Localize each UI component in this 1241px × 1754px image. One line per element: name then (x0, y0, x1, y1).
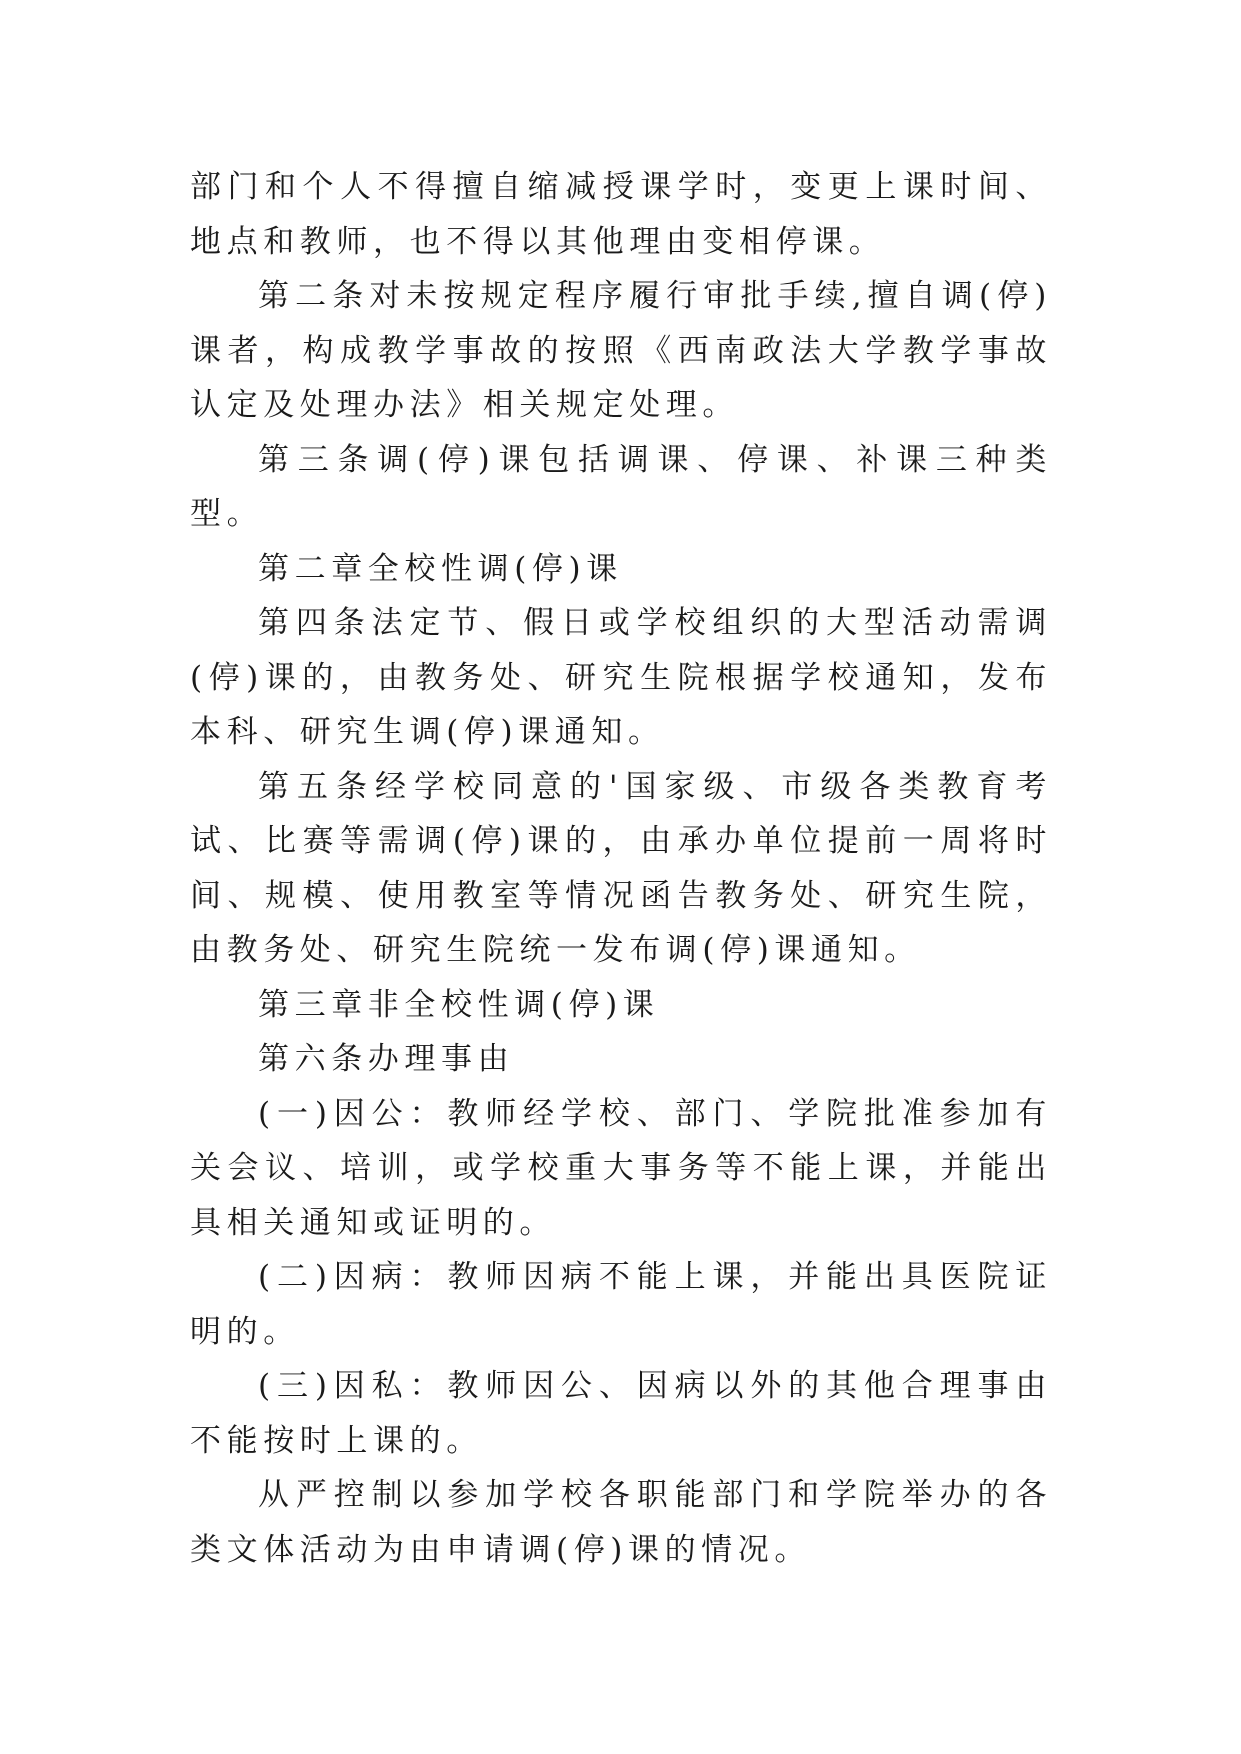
paragraph-article-5: 第五条经学校同意的'国家级、市级各类教育考试、比赛等需调(停)课的，由承办单位提前一周将时间、规模、使用教室等情况函告教务处、研究生院，由教务处、研究生院统一发布调(停)课通知。 (190, 768, 1052, 968)
paragraph-article-6: 第六条办理事由 (258, 1041, 515, 1077)
chapter-heading-2: 第二章全校性调(停)课 (258, 550, 623, 587)
list-item-official: (一)因公：教师经学校、部门、学院批准参加有关会议、培训，或学校重大事务等不能上课，并能出具相关通知或证明的。 (190, 1095, 1052, 1241)
document-body (190, 160, 1052, 1577)
paragraph-article-4: 第四条法定节、假日或学校组织的大型活动需调(停)课的，由教务处、研究生院根据学校通知，发布本科、研究生调(停)课通知。 (190, 605, 1052, 750)
list-item-illness: (二)因病：教师因病不能上课，并能出具医院证明的。 (190, 1259, 1052, 1350)
paragraph-article-2: 第二条对未按规定程序履行审批手续,擅自调(停)课者，构成教学事故的按照《西南政法大学教学事故认定及处理办法》相关规定处理。 (190, 278, 1052, 423)
paragraph-article-3: 第三条调(停)课包括调课、停课、补课三种类型。 (190, 441, 1052, 532)
list-item-personal: (三)因私：教师因公、因病以外的其他合理事由不能按时上课的。 (190, 1368, 1052, 1459)
paragraph-continuation: 部门和个人不得擅自缩减授课学时，变更上课时间、地点和教师，也不得以其他理由变相停课。 (190, 169, 1052, 260)
chapter-heading-3: 第三章非全校性调(停)课 (258, 986, 660, 1023)
paragraph-strict-control: 从严控制以参加学校各职能部门和学院举办的各类文体活动为由申请调(停)课的情况。 (190, 1477, 1052, 1568)
